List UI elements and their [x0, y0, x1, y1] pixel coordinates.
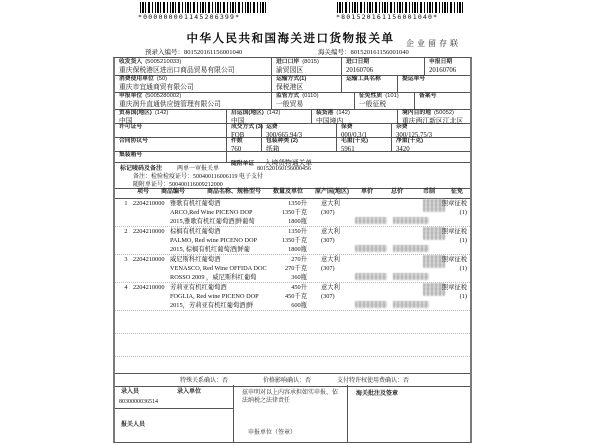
field-value: 20160706 — [429, 67, 457, 74]
field-label: 随附单证 — [231, 161, 255, 167]
entry-id: 8030000036514 — [119, 399, 158, 405]
redacted-unit-price — [355, 301, 387, 308]
goods-empty-row — [115, 333, 470, 357]
goods-qty-line3: 1800瓶 — [288, 246, 307, 253]
field-consumer-unit — [115, 75, 272, 92]
goods-name-line3: ROSSO 2009 ，威尼斯科红葡萄 — [170, 274, 257, 281]
field-gross-weight — [337, 137, 392, 151]
field-value: 一般征税 — [359, 101, 387, 108]
field-value: 中国 — [231, 118, 245, 125]
goods-qty-line3: 600瓶 — [291, 302, 307, 309]
field-net-weight — [392, 137, 470, 151]
field-value: 000/0.3/1 — [341, 132, 367, 139]
form-row-marks — [115, 162, 470, 189]
form-row-consignee — [115, 58, 470, 76]
footer-declaration-cell — [234, 385, 348, 442]
goods-origin-code: (307) — [321, 209, 335, 216]
field-record-no — [415, 92, 470, 109]
marks-line3: 随附单证号：500400116009212000 — [133, 182, 223, 188]
field-label: 运输工具名称 — [346, 76, 381, 82]
field-value: 重庆润升直通供应链管理有限公司 — [119, 101, 221, 108]
goods-qty-line2: 270千克 — [284, 265, 307, 272]
marks-label: 标记唛码及备注 — [120, 166, 163, 172]
field-value: 20160706 — [346, 67, 374, 74]
field-value: 重庆两江新区江北区 — [402, 118, 464, 125]
field-import-date — [342, 58, 425, 75]
copy-label: 企业留存联 — [406, 39, 461, 48]
field-value: 3420 — [396, 146, 410, 153]
goods-name-line1: 威尼斯科红葡萄酒 — [170, 256, 221, 263]
declare-unit-sign-label: 申报单位（签章） — [248, 430, 297, 436]
field-consignee — [115, 58, 272, 75]
field-misc-fee — [392, 123, 470, 137]
footer-customs-note-cell — [348, 385, 470, 442]
field-label: 装货港 — [316, 110, 334, 116]
form-row-weights — [115, 137, 470, 152]
field-label: 进口口岸 — [276, 59, 300, 65]
goods-origin-code: (307) — [321, 237, 335, 244]
field-value: 5961 — [341, 146, 355, 153]
redacted-unit-price — [355, 217, 387, 224]
goods-hs-code: 2204210000 — [133, 256, 165, 263]
goods-hs-code: 2204210000 — [133, 200, 165, 207]
field-code: (50052) — [434, 110, 454, 116]
field-label: 净重(千克) — [396, 138, 424, 144]
goods-empty-row — [115, 310, 470, 334]
goods-qty-line3: 1800瓶 — [288, 218, 307, 225]
field-value: 中国境内 — [316, 118, 344, 125]
form-row-declare-unit — [115, 92, 470, 110]
field-trade-mode — [272, 92, 355, 109]
field-label: 启运国(地区) — [231, 110, 264, 116]
field-value: 300/665.94/3 — [266, 132, 303, 139]
goods-item-no: 2 — [124, 228, 128, 235]
field-label: 贸易国(地区) — [119, 110, 152, 116]
declaration-statement: 兹申明对以上内容承担如实申报、依法纳税之法律责任 — [242, 390, 339, 404]
barcode-customs-no-text: *801520161156001040* — [336, 13, 439, 21]
goods-item-no: 4 — [124, 284, 128, 291]
goods-levy-code: (1) — [459, 293, 467, 300]
form-row-consumer — [115, 75, 470, 93]
field-label: 提运单号 — [402, 76, 426, 82]
field-contract-no — [115, 137, 227, 151]
declaration-form-table — [113, 57, 472, 443]
royalty-payment-label: 支付特许权使用费确认： — [337, 378, 404, 384]
field-insurance — [337, 123, 392, 137]
goods-name-line2: FOGLIA, Red wine PICENO DOP — [170, 293, 259, 300]
field-value: 渝贸园区 — [276, 67, 304, 74]
goods-header-origin: 原产国(地区) — [315, 189, 349, 195]
goods-levy-code: (1) — [459, 265, 467, 272]
field-label: 监管方式 — [276, 93, 300, 99]
field-code: (5005210033) — [145, 59, 182, 65]
marks-line2: 备注：检验检疫证号：500400116006119 电子支付 — [133, 174, 264, 180]
field-value: 纸箱 — [266, 146, 280, 153]
goods-origin: 意大利 — [321, 256, 340, 263]
field-declare-date — [425, 58, 470, 75]
goods-header-currency: 币制 — [423, 189, 436, 195]
field-code: (142) — [266, 110, 281, 116]
customs-number: 海关编号：801520161156001040 — [318, 49, 409, 56]
field-label: 许可证号 — [119, 124, 143, 130]
goods-item-no: 3 — [124, 256, 128, 263]
field-tax-nature — [355, 92, 415, 109]
pre-entry-number: 预录入编号：801520161156001040 — [145, 49, 243, 56]
field-attached-docs — [227, 151, 470, 167]
field-value: 保税港区 — [276, 84, 304, 91]
goods-row-1 — [115, 198, 470, 227]
goods-hs-code: 2204210000 — [133, 228, 165, 235]
goods-origin-code: (307) — [321, 265, 335, 272]
goods-qty-line1: 1350升 — [288, 200, 307, 207]
price-influence-value: 否 — [305, 378, 312, 384]
goods-levy-mode: 照章征税 — [441, 228, 467, 235]
barcode-customs-no — [337, 2, 463, 13]
field-code: (101) — [385, 93, 399, 99]
goods-header-total-price: 总价 — [391, 189, 404, 195]
goods-name-line2: PALMO, Red wine PICENO DOP — [170, 237, 258, 244]
footer-entry-cell — [115, 385, 234, 442]
field-label: 申报日期 — [429, 59, 453, 65]
goods-header-item-no: 项号 — [137, 189, 150, 195]
goods-qty-line2: 1350千克 — [281, 237, 307, 244]
field-import-port — [272, 58, 342, 75]
royalty-payment-value: 否 — [403, 378, 410, 384]
field-label: 包装种类 (2) — [266, 138, 298, 144]
goods-levy-mode: 照章征税 — [441, 256, 467, 263]
goods-origin: 意大利 — [321, 228, 340, 235]
entry-clerk-box — [115, 385, 234, 409]
goods-qty-line2: 1350千克 — [281, 209, 307, 216]
redacted-total-price — [393, 217, 429, 224]
field-code: (0110) — [302, 93, 319, 99]
field-value: 入境货物通关单 — [264, 160, 313, 167]
goods-row-4 — [115, 282, 470, 311]
goods-row-3 — [115, 254, 470, 283]
special-relation-value: 否 — [222, 378, 229, 384]
goods-origin: 意大利 — [321, 284, 340, 291]
form-row-fees — [115, 123, 470, 138]
barcode-pre-entry-text: *000000001145206399* — [138, 13, 241, 21]
redacted-total-price — [393, 301, 429, 308]
field-label: 申报单位 — [119, 93, 143, 99]
field-loading-port — [312, 109, 398, 123]
form-row-countries — [115, 109, 470, 124]
goods-levy-code: (1) — [459, 237, 467, 244]
goods-qty-line1: 450升 — [291, 284, 307, 291]
field-license-no — [115, 123, 227, 137]
marks-line1: 两单一审报关单 — [177, 166, 220, 172]
goods-origin: 意大利 — [321, 200, 340, 207]
field-deal-terms — [227, 123, 262, 137]
goods-qty-line2: 450千克 — [284, 293, 307, 300]
goods-hs-code: 2204210000 — [133, 284, 165, 291]
goods-origin-code: (307) — [321, 293, 335, 300]
goods-header-unit-price: 单价 — [361, 189, 374, 195]
goods-name-line2: VENASCO, Red Wine OFFIDA DOC — [170, 265, 267, 272]
field-bill-no — [398, 75, 470, 92]
field-destination — [398, 109, 470, 123]
field-label: 备案号 — [419, 93, 437, 99]
goods-qty-line1: 270升 — [291, 256, 307, 263]
field-value: 760 — [231, 146, 242, 153]
marks-line1-number: 801520160156000456 — [257, 166, 311, 172]
field-label: 运输方式(1) — [276, 76, 307, 82]
goods-name-line3: 2015，芳莉亚有机红葡萄酒|鲜 — [170, 302, 254, 309]
redacted-total-price — [393, 245, 429, 252]
field-departure-country — [227, 109, 312, 123]
field-code: (50) — [156, 76, 168, 82]
footer-row — [115, 385, 470, 442]
field-label: 征免性质 — [359, 93, 383, 99]
entry-unit-label: 录入单位 — [177, 389, 202, 395]
goods-levy-mode: 照章征税 — [441, 284, 467, 291]
goods-row-2 — [115, 226, 470, 255]
field-label: 杂费 — [396, 124, 408, 130]
field-code: (142) — [154, 110, 169, 116]
field-transport-name — [342, 75, 398, 92]
field-label: 收发货人 — [119, 59, 143, 65]
field-declare-unit — [115, 92, 272, 109]
goods-header-name-spec: 商品名称、规格型号 — [207, 189, 262, 195]
goods-empty-row — [115, 356, 470, 373]
goods-name-line1: 雅歌有机红葡萄酒 — [170, 200, 221, 207]
field-packages — [227, 137, 262, 151]
field-label: 进口日期 — [346, 59, 370, 65]
special-relation-label: 特殊关系确认： — [180, 378, 223, 384]
goods-item-no: 1 — [124, 200, 128, 207]
field-label: 境内目的地 — [402, 110, 431, 116]
goods-name-line1: 芳莉亚有机红葡萄酒 — [170, 284, 227, 291]
field-label: 集装箱号 — [119, 152, 143, 158]
field-label: 毛重(千克) — [341, 138, 369, 144]
price-influence-label: 价格影响确认： — [263, 378, 306, 384]
field-value: 重庆市宜通商贸有限公司 — [119, 84, 194, 91]
goods-name-line1: 棕榈有机红葡萄酒 — [170, 228, 221, 235]
field-value: 重庆保税港区进出口商品贸易有限公司 — [119, 67, 235, 74]
field-pack-type — [262, 137, 337, 151]
goods-header-levy: 征免 — [451, 189, 464, 195]
goods-name-line3: 2015,雅歌有机红葡萄酒|鲜葡萄 — [170, 218, 255, 225]
field-value: 中国 — [119, 118, 133, 125]
field-label: 成交方式 (3) — [231, 124, 263, 130]
field-label: 合同协议号 — [119, 138, 148, 144]
field-value: 300/125.75/3 — [396, 132, 433, 139]
field-code: (5005280002) — [145, 93, 182, 99]
redacted-total-price — [393, 273, 429, 280]
goods-header-hs-code: 商品编号 — [161, 189, 186, 195]
field-trade-country — [115, 109, 227, 123]
barcode-pre-entry — [140, 2, 268, 13]
field-container-no — [115, 151, 227, 162]
field-value: 一般贸易 — [276, 101, 304, 108]
field-code: (8015) — [302, 59, 319, 65]
redacted-unit-price — [355, 273, 387, 280]
goods-levy-mode: 照章征税 — [441, 200, 467, 207]
field-label: 件数 — [231, 138, 243, 144]
redacted-unit-price — [355, 245, 387, 252]
field-value: FOB — [231, 132, 245, 139]
field-freight — [262, 123, 337, 137]
page-title: 中华人民共和国海关进口货物报关单 — [186, 33, 395, 45]
field-transport-mode — [272, 75, 342, 92]
broker-label: 报关人员 — [121, 422, 146, 428]
goods-qty-line1: 1350升 — [288, 228, 307, 235]
field-code: (142) — [336, 110, 350, 116]
field-label: 保费 — [341, 124, 353, 130]
field-label: 消费使用单位 — [119, 76, 154, 82]
goods-levy-code: (1) — [459, 209, 467, 216]
entry-clerk-label: 录入员 — [121, 389, 140, 395]
goods-name-line3: 2015, 棕榈有机红葡萄酒|鲜葡 — [170, 246, 250, 253]
goods-header-qty-unit: 数量及单位 — [273, 189, 304, 195]
goods-name-line2: ARCO,Red Wine PICENO DOP — [170, 209, 253, 216]
goods-qty-line3: 360瓶 — [291, 274, 307, 281]
field-label: 运费 — [266, 124, 278, 130]
customs-note-label: 海关批注及签章 — [356, 391, 399, 397]
